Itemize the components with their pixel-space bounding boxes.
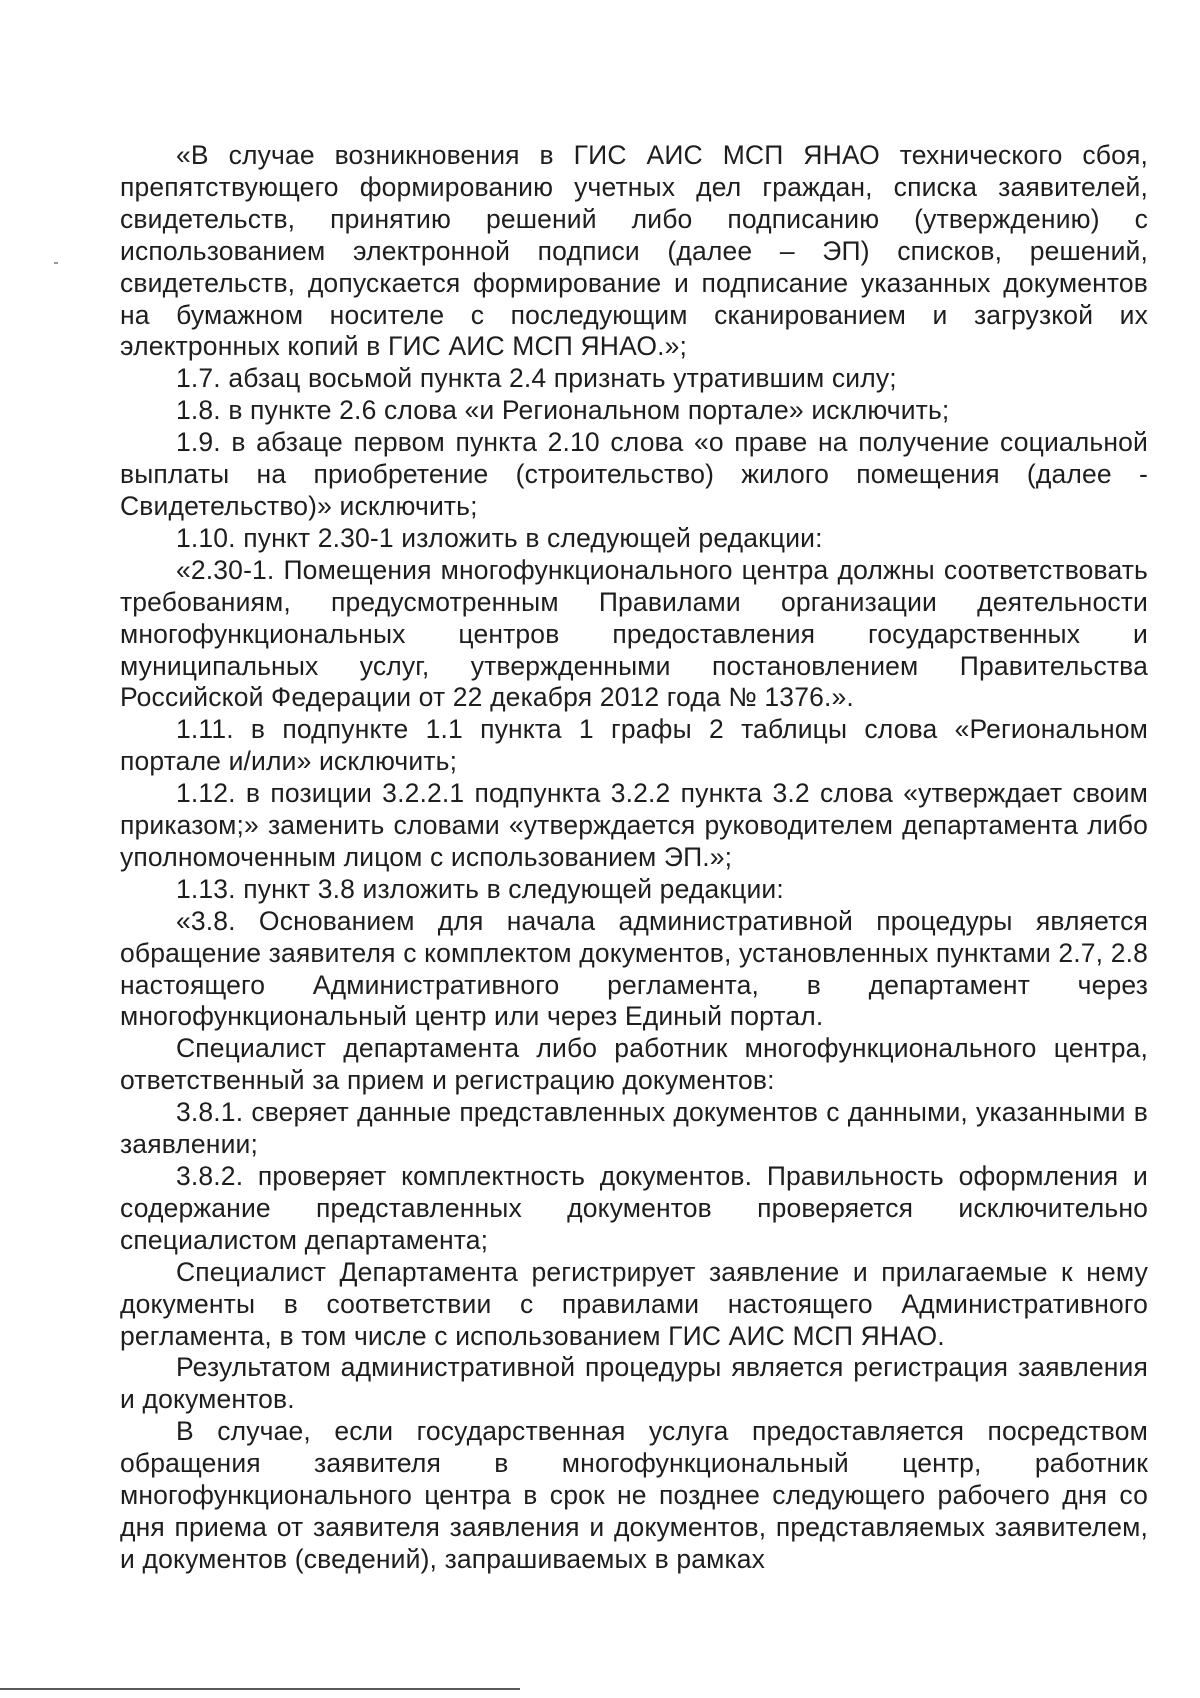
paragraph-1-9: 1.9. в абзаце первом пункта 2.10 слова «о праве на получение социальной выплаты на приобретение (строительство) жилого помещения (далее - Свидетельство)» исключить;: [120, 427, 1148, 521]
paragraph-specialist-intro: Специалист департамента либо работник многофункционального центра, ответственный за прием и регистрацию документов:: [120, 1033, 1148, 1096]
paragraph-1-11: 1.11. в подпункте 1.1 пункта 1 графы 2 таблицы слова «Региональном портале и/или» исключить;: [120, 714, 1148, 777]
paragraph-1-13: 1.13. пункт 3.8 изложить в следующей редакции:: [176, 873, 784, 904]
paragraph-1-10: 1.10. пункт 2.30-1 изложить в следующей редакции:: [176, 522, 823, 553]
scan-artifact: [54, 262, 58, 264]
paragraph-3-8-1: 3.8.1. сверяет данные представленных документов с данными, указанными в заявлении;: [120, 1097, 1148, 1160]
paragraph-3-8-2: 3.8.2. проверяет комплектность документов. Правильность оформления и содержание представленных документов проверяется исключительно специалистом департамента;: [120, 1161, 1148, 1255]
paragraph-1-12: 1.12. в позиции 3.2.2.1 подпункта 3.2.2 пункта 3.2 слова «утверждает своим приказом;» заменить словами «утверждается руководителем департамента либо уполномоченным лицом с использованием ЭП.»;: [120, 778, 1148, 872]
paragraph-1-8: 1.8. в пункте 2.6 слова «и Региональном портале» исключить;: [176, 395, 950, 426]
paragraph-1-7: 1.7. абзац восьмой пункта 2.4 признать утратившим силу;: [176, 363, 897, 394]
document-body: [120, 140, 1148, 1576]
bottom-divider-line: [0, 1688, 520, 1690]
paragraph-registration: Специалист Департамента регистрирует заявление и прилагаемые к нему документы в соответствии с правилами настоящего Административного регламента, в том числе с использованием ГИС АИС МСП ЯНАО.: [120, 1256, 1148, 1351]
paragraph-mfc-case: В случае, если государственная услуга предоставляется посредством обращения заявителя в многофункциональный центр, работник многофункционального центра в срок не позднее следующего рабочего дня со дня приема от заявителя заявления и документов, представляемых заявителем, и документов (сведений), запрашиваемых в рамках: [120, 1416, 1148, 1574]
paragraph-2-30-1: «2.30-1. Помещения многофункционального центра должны соответствовать требованиям, предусмотренным Правилами организации деятельности многофункциональных центров предоставления государственных и муниципальных услуг, утвержденными постановлением Правительства Российской Федерации от 22 декабря 2012 года № 1376.».: [120, 554, 1148, 713]
paragraph-quote-tech-failure: «В случае возникновения в ГИС АИС МСП ЯНАО технического сбоя, препятствующего формированию учетных дел граждан, списка заявителей, свидетельств, принятию решений либо подписанию (утверждению) с использованием электронной подписи (далее – ЭП) списков, решений, свидетельств, допускается формирование и подписание указанных документов на бумажном носителе с последующим сканированием и загрузкой их электронных копий в ГИС АИС МСП ЯНАО.»;: [120, 140, 1148, 362]
paragraph-result: Результатом административной процедуры является регистрация заявления и документов.: [120, 1352, 1148, 1415]
paragraph-3-8: «3.8. Основанием для начала административной процедуры является обращение заявителя с комплектом документов, установленных пунктами 2.7, 2.8 настоящего Административного регламента, в департамент через многофункциональный центр или через Единый портал.: [120, 905, 1148, 1032]
